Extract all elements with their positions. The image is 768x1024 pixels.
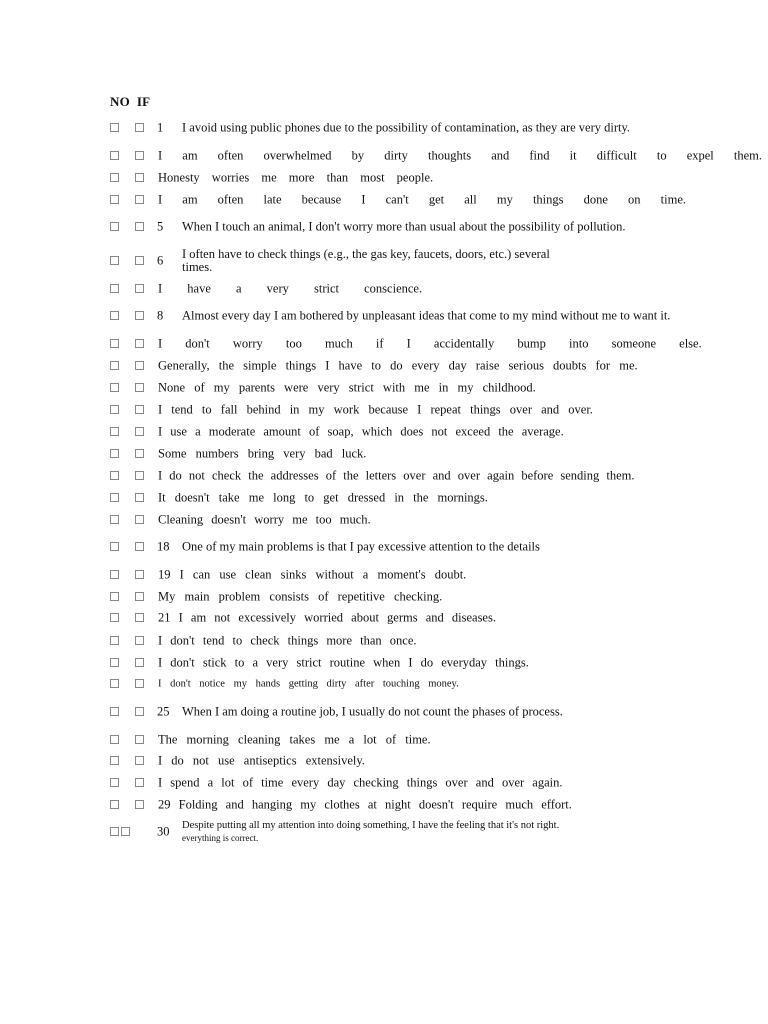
checkbox-if[interactable] bbox=[135, 735, 144, 744]
checkbox-if[interactable] bbox=[135, 151, 144, 160]
checkbox-if[interactable] bbox=[135, 383, 144, 392]
list-item bbox=[110, 531, 768, 563]
column-header bbox=[110, 94, 157, 110]
list-item bbox=[110, 753, 768, 769]
item-text-line: everything is correct. bbox=[182, 833, 259, 843]
checkbox-no[interactable] bbox=[110, 311, 119, 320]
checkbox-if[interactable] bbox=[135, 707, 144, 716]
list-item bbox=[110, 336, 768, 352]
item-text: I do not use antiseptics extensively. bbox=[158, 753, 365, 768]
item-text: One of my main problems is that I pay excessive attention to the details bbox=[182, 539, 540, 554]
list-item bbox=[110, 446, 768, 462]
list-item bbox=[110, 797, 768, 813]
checkbox-if[interactable] bbox=[135, 427, 144, 436]
list-item bbox=[110, 633, 768, 649]
item-text: I often have to check things (e.g., the gas key, faucets, doors, etc.) several times. bbox=[182, 247, 550, 274]
item-text: I use a moderate amount of soap, which does not exceed the average. bbox=[158, 424, 564, 439]
item-text: I don't notice my hands getting dirty after touching money. bbox=[158, 678, 459, 690]
checkbox-no[interactable] bbox=[110, 405, 119, 414]
checkbox-no[interactable] bbox=[110, 493, 119, 502]
item-text: I don't tend to check things more than once. bbox=[158, 633, 417, 648]
item-number: 5 bbox=[157, 219, 164, 234]
list-item bbox=[110, 148, 768, 164]
item-text: When I touch an animal, I don't worry more than usual about the possibility of pollution. bbox=[182, 219, 626, 234]
checkbox-no[interactable] bbox=[110, 195, 119, 204]
item-text: I spend a lot of time every day checking things over and over again. bbox=[158, 775, 563, 790]
checkbox-no[interactable] bbox=[110, 827, 119, 836]
checkbox-no[interactable] bbox=[110, 679, 119, 688]
list-item bbox=[110, 112, 768, 144]
item-text: It doesn't take me long to get dressed in the mornings. bbox=[158, 490, 488, 505]
checkbox-if[interactable] bbox=[135, 679, 144, 688]
item-text: My main problem consists of repetitive checking. bbox=[158, 589, 443, 604]
list-item bbox=[110, 567, 768, 583]
checkbox-if[interactable] bbox=[135, 311, 144, 320]
checkbox-no[interactable] bbox=[110, 592, 119, 601]
item-text: Generally, the simple things I have to do every day raise serious doubts for me. bbox=[158, 358, 638, 373]
checkbox-if[interactable] bbox=[135, 405, 144, 414]
list-item bbox=[110, 358, 768, 374]
checkbox-no[interactable] bbox=[110, 658, 119, 667]
checkbox-if[interactable] bbox=[121, 827, 130, 836]
checkbox-no[interactable] bbox=[110, 383, 119, 392]
list-item bbox=[110, 696, 768, 728]
checkbox-if[interactable] bbox=[135, 361, 144, 370]
list-item bbox=[110, 610, 768, 626]
checkbox-no[interactable] bbox=[110, 570, 119, 579]
checkbox-no[interactable] bbox=[110, 151, 119, 160]
checkbox-no[interactable] bbox=[110, 515, 119, 524]
list-item bbox=[110, 490, 768, 506]
list-item bbox=[110, 192, 768, 208]
list-item bbox=[110, 380, 768, 396]
item-text: 21 I am not excessively worried about germs and diseases. bbox=[158, 610, 496, 625]
checkbox-if[interactable] bbox=[135, 542, 144, 551]
list-item bbox=[110, 402, 768, 418]
checkbox-no[interactable] bbox=[110, 427, 119, 436]
list-item bbox=[110, 424, 768, 440]
item-number: 1 bbox=[157, 120, 164, 135]
item-text-line: Despite putting all my attention into doing something, I have the feeling that it's not right. bbox=[182, 820, 560, 831]
checkbox-no[interactable] bbox=[110, 339, 119, 348]
checkbox-no[interactable] bbox=[110, 707, 119, 716]
checkbox-no[interactable] bbox=[110, 613, 119, 622]
item-text: I have a very strict conscience. bbox=[158, 281, 423, 296]
header-if: IF bbox=[136, 94, 151, 109]
list-item bbox=[110, 468, 768, 484]
checkbox-no[interactable] bbox=[110, 636, 119, 645]
item-text: I am often overwhelmed by dirty thoughts and find it difficult to expel them. bbox=[158, 148, 763, 163]
item-text: Cleaning doesn't worry me too much. bbox=[158, 512, 371, 527]
checkbox-if[interactable] bbox=[135, 123, 144, 132]
checkbox-if[interactable] bbox=[135, 756, 144, 765]
item-number: 18 bbox=[157, 539, 170, 554]
list-item bbox=[110, 732, 768, 748]
checkbox-no[interactable] bbox=[110, 173, 119, 182]
item-text: Some numbers bring very bad luck. bbox=[158, 446, 367, 461]
item-text: Almost every day I am bothered by unpleasant ideas that come to my mind without me to want it. bbox=[182, 308, 671, 323]
item-text: I don't stick to a very strict routine when I do everyday things. bbox=[158, 655, 529, 670]
item-number: 8 bbox=[157, 308, 164, 323]
item-number: 6 bbox=[157, 253, 164, 268]
checkbox-if[interactable] bbox=[135, 778, 144, 787]
item-number: 25 bbox=[157, 704, 170, 719]
list-item bbox=[110, 245, 768, 277]
checkbox-no[interactable] bbox=[110, 471, 119, 480]
checkbox-no[interactable] bbox=[110, 361, 119, 370]
item-text: I am often late because I can't get all my things done on time. bbox=[158, 192, 687, 207]
checkbox-if[interactable] bbox=[135, 515, 144, 524]
checkbox-if[interactable] bbox=[135, 449, 144, 458]
item-text: When I am doing a routine job, I usually do not count the phases of process. bbox=[182, 704, 563, 719]
checkbox-if[interactable] bbox=[135, 471, 144, 480]
checkbox-no[interactable] bbox=[110, 778, 119, 787]
checkbox-no[interactable] bbox=[110, 735, 119, 744]
checkbox-if[interactable] bbox=[135, 195, 144, 204]
item-text bbox=[182, 820, 702, 844]
item-text: I tend to fall behind in my work because I repeat things over and over. bbox=[158, 402, 593, 417]
list-item bbox=[110, 655, 768, 671]
checkbox-no[interactable] bbox=[110, 542, 119, 551]
item-text: The morning cleaning takes me a lot of time. bbox=[158, 732, 431, 747]
checkbox-no[interactable] bbox=[110, 123, 119, 132]
item-text: 19 I can use clean sinks without a moment's doubt. bbox=[158, 567, 467, 582]
item-text: None of my parents were very strict with me in my childhood. bbox=[158, 380, 536, 395]
list-item bbox=[110, 300, 768, 332]
checkbox-if[interactable] bbox=[135, 570, 144, 579]
checkbox-no[interactable] bbox=[110, 256, 119, 265]
checkbox-no[interactable] bbox=[110, 756, 119, 765]
checkbox-if[interactable] bbox=[135, 339, 144, 348]
checkbox-if[interactable] bbox=[135, 636, 144, 645]
checkbox-if[interactable] bbox=[135, 256, 144, 265]
checkbox-no[interactable] bbox=[110, 449, 119, 458]
checkbox-if[interactable] bbox=[135, 800, 144, 809]
item-number: 30 bbox=[157, 824, 170, 839]
checkbox-if[interactable] bbox=[135, 658, 144, 667]
checkbox-if[interactable] bbox=[135, 284, 144, 293]
item-text: I don't worry too much if I accidentally bump into someone else. bbox=[158, 336, 702, 351]
checkbox-no[interactable] bbox=[110, 284, 119, 293]
checkbox-no[interactable] bbox=[110, 800, 119, 809]
list-item bbox=[110, 818, 768, 846]
list-item bbox=[110, 775, 768, 791]
list-item bbox=[110, 170, 768, 186]
list-item bbox=[110, 589, 768, 605]
item-text: I avoid using public phones due to the possibility of contamination, as they are very dirty. bbox=[182, 120, 631, 135]
item-text: 29 Folding and hanging my clothes at night doesn't require much effort. bbox=[158, 797, 572, 812]
item-text: Honesty worries me more than most people. bbox=[158, 170, 434, 185]
checkbox-if[interactable] bbox=[135, 173, 144, 182]
list-item bbox=[110, 512, 768, 528]
list-item bbox=[110, 676, 768, 692]
checkbox-if[interactable] bbox=[135, 592, 144, 601]
checkbox-if[interactable] bbox=[135, 222, 144, 231]
item-text: I do not check the addresses of the letters over and over again before sending them. bbox=[158, 468, 635, 483]
list-item bbox=[110, 211, 768, 243]
checkbox-if[interactable] bbox=[135, 493, 144, 502]
list-item bbox=[110, 281, 768, 297]
header-no: NO bbox=[110, 94, 130, 109]
checkbox-no[interactable] bbox=[110, 222, 119, 231]
checkbox-if[interactable] bbox=[135, 613, 144, 622]
